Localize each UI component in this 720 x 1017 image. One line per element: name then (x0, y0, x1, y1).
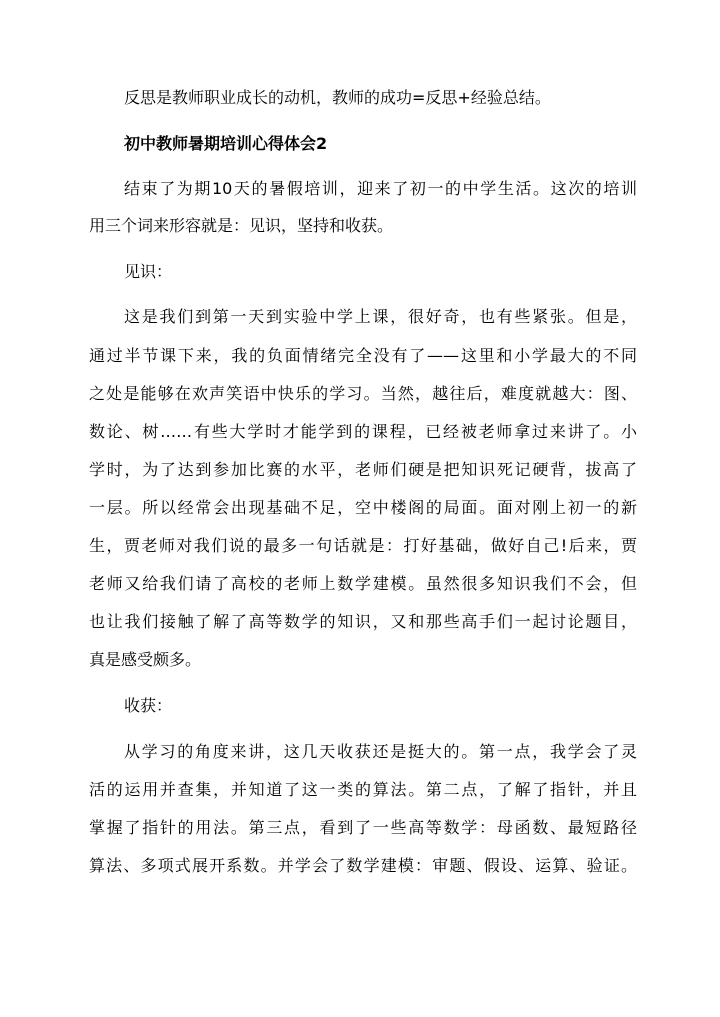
subheading-jianshi: 见识： (124, 262, 173, 281)
shouhuo-paragraph-line: 活的运用并查集，并知道了这一类的算法。第二点，了解了指针，并且 (89, 780, 637, 799)
intro-paragraph: 反思是教师职业成长的动机，教师的成功=反思+经验总结。 (124, 88, 551, 107)
opening-paragraph-line: 用三个词来形容就是：见识，坚持和收获。 (89, 216, 394, 235)
section-title: 初中教师暑期培训心得体会2 (124, 134, 328, 153)
opening-paragraph-line: 结束了为期10天的暑假培训，迎来了初一的中学生活。这次的培训 (124, 179, 637, 198)
jianshi-paragraph-line: 一层。所以经常会出现基础不足，空中楼阁的局面。面对刚上初一的新 (89, 498, 637, 517)
jianshi-paragraph-line: 也让我们接触了解了高等数学的知识，又和那些高手们一起讨论题目， (89, 612, 637, 631)
subheading-shouhuo: 收获： (124, 696, 173, 715)
jianshi-paragraph-line: 老师又给我们请了高校的老师上数学建模。虽然很多知识我们不会，但 (89, 574, 637, 593)
jianshi-paragraph-line: 学时，为了达到参加比赛的水平，老师们硬是把知识死记硬背，拔高了 (89, 460, 637, 479)
jianshi-paragraph-line: 生，贾老师对我们说的最多一句话就是：打好基础，做好自己!后来，贾 (89, 536, 637, 555)
jianshi-paragraph-line: 之处是能够在欢声笑语中快乐的学习。当然，越往后，难度就越大：图、 (89, 384, 637, 403)
shouhuo-paragraph-line: 算法、多项式展开系数。并学会了数学建模：审题、假设、运算、验证。 (89, 856, 637, 875)
jianshi-paragraph-line: 这是我们到第一天到实验中学上课，很好奇，也有些紧张。但是， (124, 307, 637, 326)
shouhuo-paragraph-line: 掌握了指针的用法。第三点，看到了一些高等数学：母函数、最短路径 (89, 818, 637, 837)
jianshi-paragraph-line: 通过半节课下来，我的负面情绪完全没有了——这里和小学最大的不同 (89, 346, 637, 365)
shouhuo-paragraph-line: 从学习的角度来讲，这几天收获还是挺大的。第一点，我学会了灵 (124, 742, 637, 761)
jianshi-paragraph-line: 数论、树……有些大学时才能学到的课程，已经被老师拿过来讲了。小 (89, 422, 637, 441)
jianshi-paragraph-line: 真是感受颇多。 (89, 650, 202, 669)
